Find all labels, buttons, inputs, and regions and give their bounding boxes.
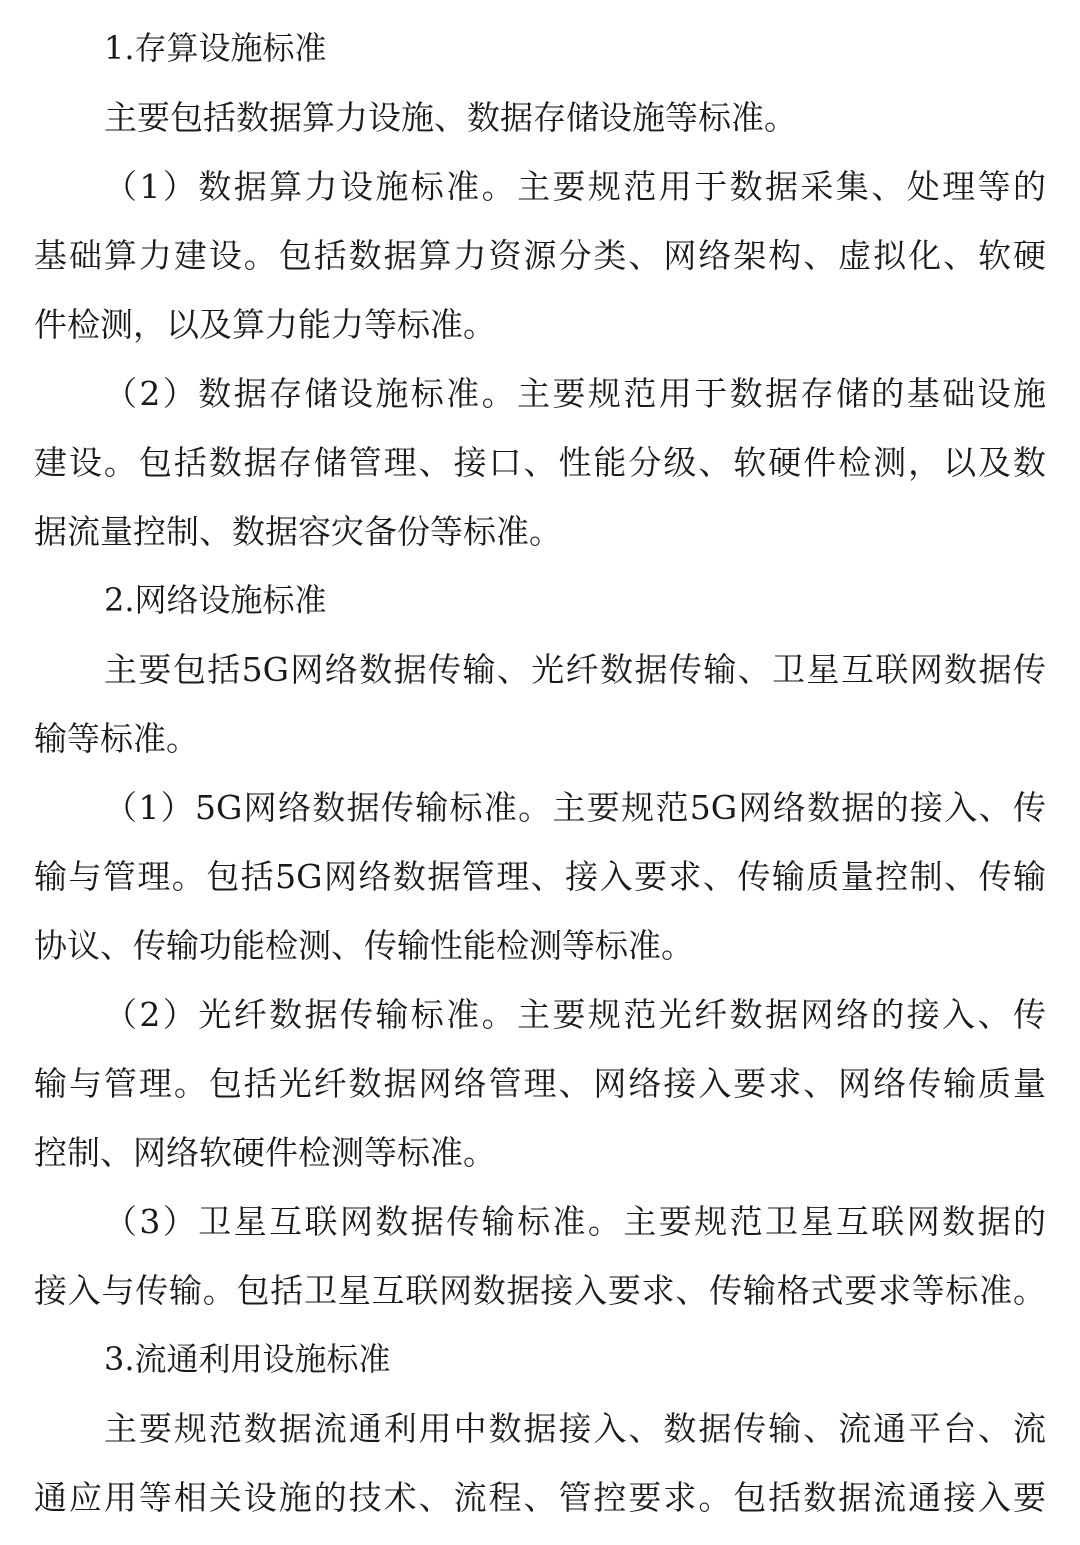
paragraph-line: 输与管理。包括光纤数据网络管理、网络接入要求、网络传输质量: [34, 1064, 1046, 1103]
paragraph-line: （2）光纤数据传输标准。主要规范光纤数据网络的接入、传: [104, 995, 1046, 1034]
paragraph-line: 接入与传输。包括卫星互联网数据接入要求、传输格式要求等标准。: [34, 1271, 1046, 1310]
section-heading: 2.网络设施标准: [104, 581, 327, 619]
paragraph-line: 据流量控制、数据容灾备份等标准。: [34, 512, 562, 551]
paragraph-line: 建设。包括数据存储管理、接口、性能分级、软硬件检测，以及数: [34, 443, 1046, 482]
section-heading: 1.存算设施标准: [104, 29, 327, 67]
paragraph-line: 输与管理。包括5G网络数据管理、接入要求、传输质量控制、传输: [34, 857, 1046, 896]
paragraph-line: 主要包括5G网络数据传输、光纤数据传输、卫星互联网数据传: [104, 650, 1046, 689]
paragraph-line: 协议、传输功能检测、传输性能检测等标准。: [34, 926, 694, 965]
paragraph-line: （2）数据存储设施标准。主要规范用于数据存储的基础设施: [104, 374, 1046, 413]
paragraph-line: （3）卫星互联网数据传输标准。主要规范卫星互联网数据的: [104, 1202, 1046, 1241]
paragraph-line: 基础算力建设。包括数据算力资源分类、网络架构、虚拟化、软硬: [34, 236, 1046, 275]
paragraph-line: （1）5G网络数据传输标准。主要规范5G网络数据的接入、传: [104, 788, 1046, 827]
section-heading: 3.流通利用设施标准: [104, 1340, 391, 1378]
paragraph-line: （1）数据算力设施标准。主要规范用于数据采集、处理等的: [104, 167, 1046, 206]
paragraph-line: 件检测，以及算力能力等标准。: [34, 305, 496, 344]
document-body: [34, 14, 1046, 1532]
paragraph-line: 控制、网络软硬件检测等标准。: [34, 1133, 496, 1172]
paragraph-line: 通应用等相关设施的技术、流程、管控要求。包括数据流通接入要: [34, 1478, 1046, 1517]
paragraph-line: 主要包括数据算力设施、数据存储设施等标准。: [104, 98, 797, 137]
paragraph-line: 主要规范数据流通利用中数据接入、数据传输、流通平台、流: [104, 1409, 1046, 1448]
paragraph-line: 输等标准。: [34, 719, 199, 758]
